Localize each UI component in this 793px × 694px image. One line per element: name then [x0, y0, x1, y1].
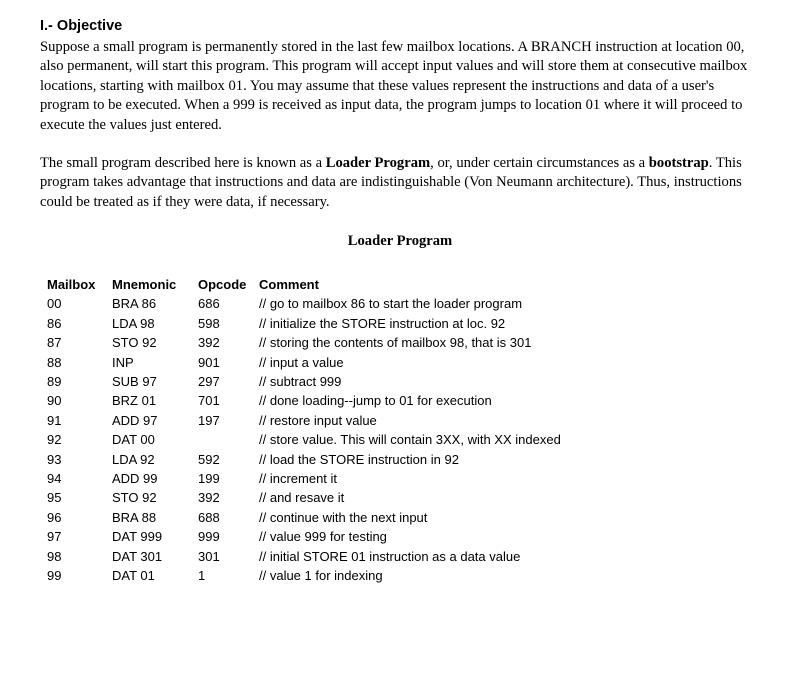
- comment-cell: // subtract 999: [259, 374, 342, 390]
- comment-cell: // go to mailbox 86 to start the loader program: [259, 296, 523, 312]
- mailbox-cell: 97: [47, 529, 62, 545]
- table-row: [43, 391, 589, 410]
- opcode-cell: 598: [198, 315, 220, 331]
- opcode-cell: 901: [198, 354, 220, 370]
- mnemonic-cell: BRA 88: [112, 509, 157, 525]
- mailbox-cell: 00: [47, 296, 62, 312]
- comment-cell: // value 1 for indexing: [259, 568, 383, 584]
- mnemonic-cell: LDA 98: [112, 315, 155, 331]
- mailbox-cell: 90: [47, 393, 62, 409]
- opcode-cell: [198, 430, 259, 449]
- paragraph-text: . This program takes advantage that instructions and data are indistinguishable (Von Neumann architecture). Thus, instructions could be treated as if they were data, if necessary.: [40, 155, 742, 210]
- table-row: [43, 411, 589, 430]
- table-row: [43, 294, 589, 313]
- mnemonic-cell: STO 92: [112, 490, 157, 506]
- opcode-cell: 297: [198, 374, 220, 390]
- mnemonic-cell: DAT 01: [112, 568, 155, 584]
- table-row: [43, 450, 589, 469]
- opcode-cell: 199: [198, 471, 220, 487]
- comment-cell: // input a value: [259, 354, 344, 370]
- table-row: [43, 469, 589, 488]
- mailbox-cell: 91: [47, 412, 62, 428]
- loader-program-term: Loader Program: [325, 155, 431, 171]
- comment-cell: // done loading--jump to 01 for execution: [259, 393, 492, 409]
- paragraph-text: The small program described here is known as a: [40, 155, 326, 171]
- table-row: [43, 353, 589, 372]
- opcode-cell: 592: [198, 451, 220, 467]
- comment-cell: // value 999 for testing: [259, 529, 387, 545]
- opcode-cell: 392: [198, 490, 220, 506]
- mnemonic-cell: BRA 86: [112, 296, 157, 312]
- table-body: [43, 294, 589, 585]
- mnemonic-cell: BRZ 01: [112, 393, 157, 409]
- opcode-cell: 701: [198, 393, 220, 409]
- table-row: [43, 314, 589, 333]
- loader-program-table: [43, 275, 589, 586]
- mnemonic-cell: STO 92: [112, 335, 157, 351]
- table-row: [43, 430, 589, 449]
- paragraph-text: , or, under certain circumstances as a: [430, 155, 649, 171]
- mailbox-cell: 86: [47, 315, 62, 331]
- header-mailbox: Mailbox: [47, 277, 96, 292]
- mnemonic-cell: DAT 301: [112, 548, 163, 564]
- table-header-row: [43, 275, 589, 294]
- section-heading: I.- Objective: [40, 18, 123, 34]
- table-row: [43, 488, 589, 507]
- mailbox-cell: 95: [47, 490, 62, 506]
- table-row: [43, 333, 589, 352]
- mailbox-cell: 96: [47, 509, 62, 525]
- mnemonic-cell: SUB 97: [112, 374, 157, 390]
- mailbox-cell: 94: [47, 471, 62, 487]
- opcode-cell: 999: [198, 529, 220, 545]
- opcode-cell: 197: [198, 412, 220, 428]
- mailbox-cell: 99: [47, 568, 62, 584]
- header-comment: Comment: [259, 277, 319, 292]
- mailbox-cell: 87: [47, 335, 62, 351]
- mailbox-cell: 98: [47, 548, 62, 564]
- mnemonic-cell: ADD 99: [112, 471, 158, 487]
- table-caption: Loader Program: [347, 233, 453, 249]
- comment-cell: // initialize the STORE instruction at loc. 92: [259, 315, 506, 331]
- opcode-cell: 688: [198, 509, 220, 525]
- mnemonic-cell: ADD 97: [112, 412, 158, 428]
- opcode-cell: 301: [198, 548, 220, 564]
- mnemonic-cell: INP: [112, 354, 134, 370]
- objective-paragraph: Suppose a small program is permanently stored in the last few mailbox locations. A BRANCH instruction at location 00, also permanent, will start this program. This program will accept input values and will store them at consecutive mailbox locations, starting with mailbox 01. You may assume that these values represent the instructions and data of a user's program to be executed. When a 999 is received as input data, the program jumps to location 01 where it will proceed to execute the values just entered.: [40, 39, 748, 133]
- table-row: [43, 372, 589, 391]
- comment-cell: // restore input value: [259, 412, 377, 428]
- mailbox-cell: 88: [47, 354, 62, 370]
- opcode-cell: 1: [198, 568, 206, 584]
- header-mnemonic: Mnemonic: [112, 277, 177, 292]
- table-row: [43, 508, 589, 527]
- opcode-cell: 686: [198, 296, 220, 312]
- comment-cell: // load the STORE instruction in 92: [259, 451, 459, 467]
- header-opcode: Opcode: [198, 277, 247, 292]
- table-row: [43, 527, 589, 546]
- table-row: [43, 547, 589, 566]
- mnemonic-cell: DAT 00: [112, 432, 155, 448]
- comment-cell: // store value. This will contain 3XX, with XX indexed: [259, 432, 561, 448]
- mailbox-cell: 89: [47, 374, 62, 390]
- comment-cell: // and resave it: [259, 490, 345, 506]
- comment-cell: // continue with the next input: [259, 509, 428, 525]
- mnemonic-cell: DAT 999: [112, 529, 163, 545]
- bootstrap-term: bootstrap: [648, 155, 709, 171]
- mnemonic-cell: LDA 92: [112, 451, 155, 467]
- comment-cell: // initial STORE 01 instruction as a data value: [259, 548, 521, 564]
- comment-cell: // storing the contents of mailbox 98, that is 301: [259, 335, 532, 351]
- table-row: [43, 566, 589, 585]
- mailbox-cell: 92: [47, 432, 62, 448]
- mailbox-cell: 93: [47, 451, 62, 467]
- loader-description-paragraph: [40, 154, 760, 212]
- opcode-cell: 392: [198, 335, 220, 351]
- comment-cell: // increment it: [259, 471, 338, 487]
